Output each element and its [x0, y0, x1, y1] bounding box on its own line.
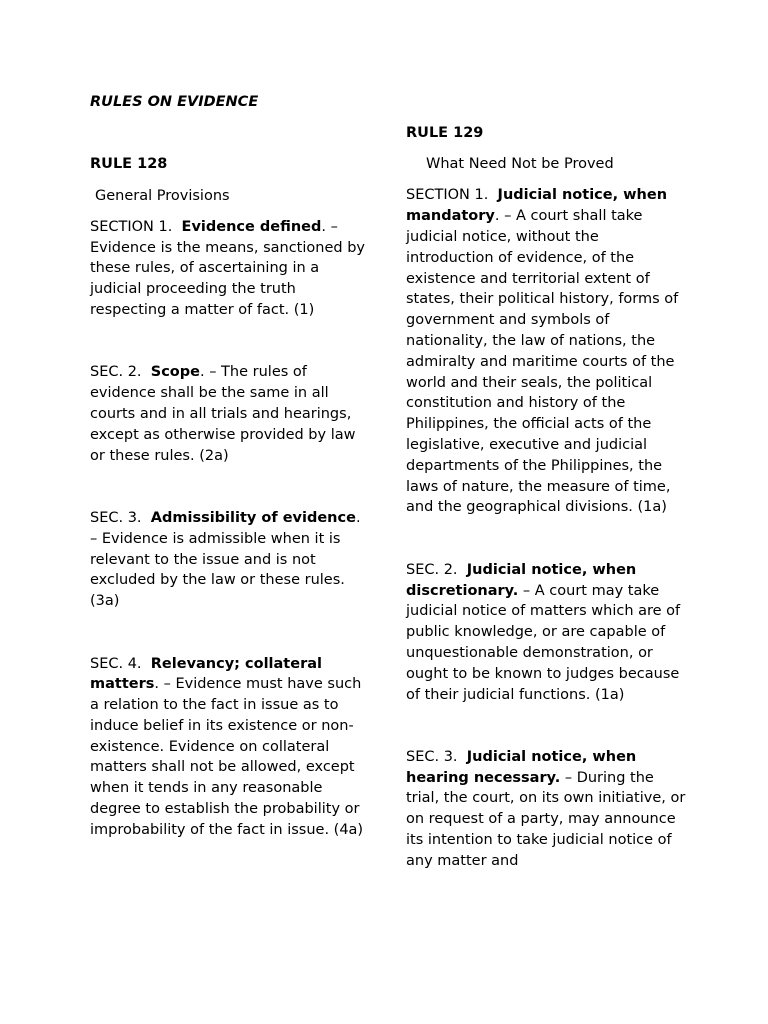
section-label: SEC. 2.	[90, 364, 142, 381]
rule-129-subtitle: What Need Not be Proved	[426, 156, 614, 173]
section-label: SEC. 3.	[90, 509, 142, 526]
section-text: – A court may take judicial notice of matters which are of public knowledge, or are capable of unquestionable demonstration, or ought to be known to judges because of their judicial functions. (1a)	[406, 582, 681, 703]
section-heading: Relevancy; collateral matters	[90, 655, 322, 693]
left-column	[90, 92, 370, 841]
rule-128-section-4	[90, 654, 370, 841]
rule-128-subtitle: General Provisions	[95, 187, 230, 204]
document-title: RULES ON EVIDENCE	[90, 94, 259, 110]
rule-128-section-1	[90, 217, 370, 321]
rule-129-section-1	[406, 185, 688, 518]
section-label: SEC. 2.	[406, 561, 458, 578]
rule-129-heading: RULE 129	[406, 125, 484, 141]
right-column	[406, 123, 688, 872]
section-label: SECTION 1.	[90, 218, 173, 235]
rule-128-section-2	[90, 362, 370, 466]
section-text: . – Evidence is admissible when it is relevant to the issue and is not excluded by the law or these rules. (3a)	[90, 509, 361, 610]
section-heading: Evidence defined	[181, 218, 322, 235]
section-heading: Admissibility of evidence	[150, 509, 356, 526]
section-text: . – Evidence is the means, sanctioned by these rules, of ascertaining in a judicial proceeding the truth respecting a matter of fact. (1)	[90, 218, 365, 318]
section-text: – During the trial, the court, on its own initiative, or on request of a party, may announce its intention to take judicial notice of any matter and	[406, 769, 686, 869]
section-text: . – Evidence must have such a relation to the fact in issue as to induce belief in its existence or non-existence. Evidence on collateral matters shall not be allowed, except when it tends in any reasonable degree to establish the probability or improbability of the fact in issue. (4a)	[90, 676, 364, 838]
section-heading: Judicial notice, when hearing necessary.	[406, 748, 637, 786]
section-heading: Scope	[150, 364, 200, 381]
section-heading: Judicial notice, when discretionary.	[406, 561, 637, 599]
rule-128-section-3	[90, 508, 370, 612]
section-heading: Judicial notice, when mandatory	[406, 187, 668, 225]
section-text: . – A court shall take judicial notice, without the introduction of evidence, of the existence and territorial extent of states, their political history, forms of government and symbols of nationality, the law of nations, the admiralty and maritime courts of the world and their seals, the political constitution and history of the Philippines, the official acts of the legislative, executive and judicial departments of the Philippines, the laws of nature, the measure of time, and the geographical divisions. (1a)	[406, 208, 679, 516]
rule-128-heading: RULE 128	[90, 156, 168, 173]
section-label: SEC. 3.	[406, 748, 458, 765]
rule-129-section-2	[406, 560, 688, 706]
section-label: SEC. 4.	[90, 655, 142, 672]
section-label: SECTION 1.	[406, 187, 489, 204]
section-text: . – The rules of evidence shall be the same in all courts and in all trials and hearings, except as otherwise provided by law or these rules. (2a)	[90, 364, 356, 464]
rule-129-section-3	[406, 747, 688, 872]
